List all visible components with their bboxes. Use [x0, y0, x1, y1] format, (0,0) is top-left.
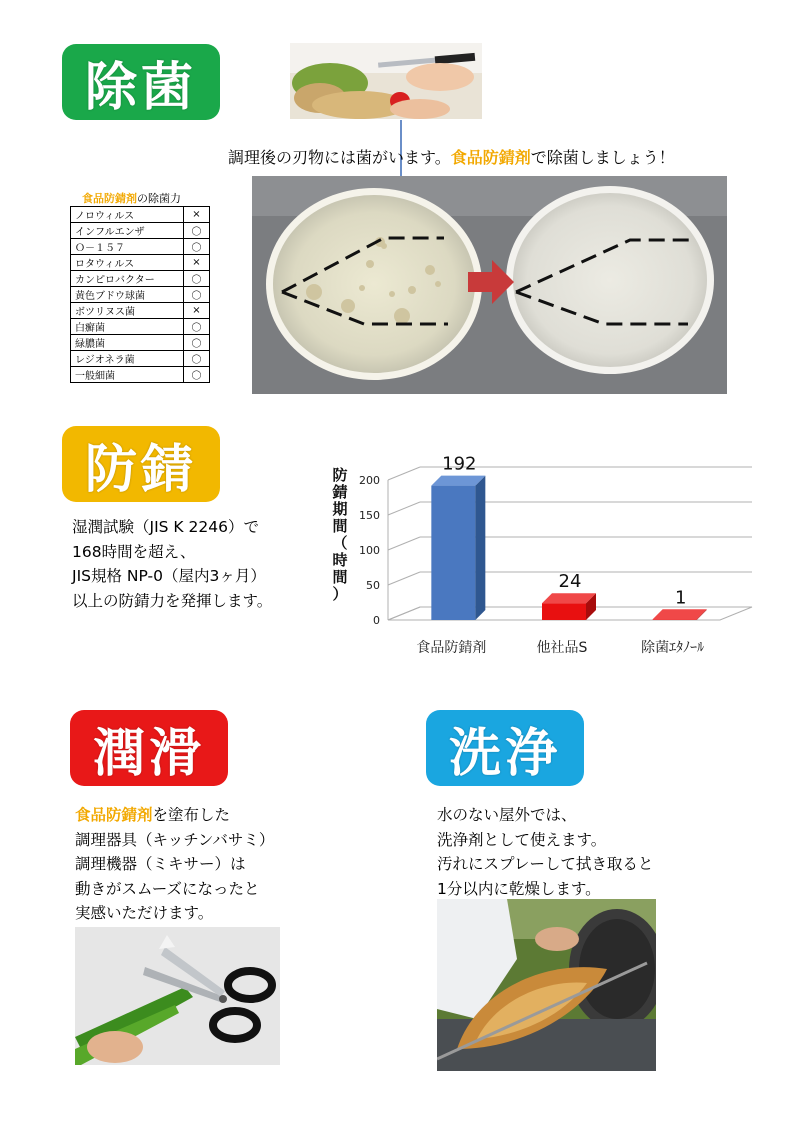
badge-wash-label: 洗浄	[448, 723, 561, 784]
x-tick-label: 食品防錆剤	[416, 640, 487, 656]
table-row	[71, 255, 210, 271]
wash-line: 洗浄剤として使えます。	[437, 830, 607, 849]
table-row	[71, 335, 210, 351]
y-axis-label-char: 間	[332, 517, 348, 535]
table-row	[71, 287, 210, 303]
y-tick-label: 100	[359, 544, 380, 557]
rust-line: 168時間を超え、	[72, 542, 196, 561]
badge-disinfect-label: 除菌	[84, 57, 197, 118]
table-row	[71, 319, 210, 335]
badge-rust	[62, 426, 220, 502]
lube-product: 食品防錆剤	[75, 806, 153, 824]
caption-before: 調理後の刃物には菌がいます。	[228, 148, 451, 167]
gridline-side	[388, 537, 420, 550]
gridline-side	[388, 467, 420, 480]
bar	[653, 619, 697, 620]
caption-after: で除菌しましょう！	[530, 148, 675, 167]
pathogen-name: 白癬菌	[71, 319, 184, 335]
wash-description	[437, 803, 653, 901]
table-row	[71, 367, 210, 383]
badge-rust-label: 防錆	[84, 439, 197, 500]
lube-line: 調理器具（キッチンバサミ）	[75, 830, 275, 849]
data-label: 24	[558, 571, 582, 593]
lube-line: 実感いただけます。	[75, 904, 214, 922]
pathogen-name: ノロウィルス	[71, 207, 184, 223]
gridline-side	[388, 572, 420, 585]
efficacy-mark: 〇	[184, 223, 210, 239]
x-tick-label: 他社品S	[536, 640, 588, 656]
x-tick-label: 除菌ｴﾀﾉｰﾙ	[641, 640, 705, 656]
y-axis-label-char: 間	[332, 568, 348, 586]
y-axis-label-char: （	[332, 534, 348, 552]
pathogen-name: 一般細菌	[71, 367, 184, 383]
efficacy-mark: 〇	[184, 271, 210, 287]
rust-description	[72, 515, 272, 613]
efficacy-table	[70, 206, 210, 383]
efficacy-mark: ×	[184, 207, 210, 223]
pathogen-name: 黄色ブドウ球菌	[71, 287, 184, 303]
data-label: 1	[674, 587, 687, 609]
badge-lubricate-label: 潤滑	[92, 723, 205, 784]
bar-side	[475, 476, 485, 620]
y-axis-label-char: 時	[332, 551, 348, 569]
lube-line: 動きがスムーズになったと	[75, 879, 260, 898]
caption-product: 食品防錆剤	[450, 148, 531, 167]
data-label: 192	[442, 453, 477, 475]
y-axis-label-char: 錆	[332, 483, 348, 501]
y-axis-label-char: 防	[332, 466, 348, 484]
table-row	[71, 239, 210, 255]
pathogen-name: ボツリヌス菌	[71, 303, 184, 319]
efficacy-mark: 〇	[184, 351, 210, 367]
efficacy-mark: 〇	[184, 335, 210, 351]
badge-disinfect	[62, 44, 220, 120]
disinfect-caption	[228, 145, 675, 168]
lube-line: 調理機器（ミキサー）は	[75, 855, 246, 873]
y-axis-label-char: ）	[332, 585, 348, 603]
wash-line: 水のない屋外では、	[437, 806, 577, 824]
table-title-suffix: の除菌力	[137, 192, 181, 205]
pathogen-name: インフルエンザ	[71, 223, 184, 239]
y-tick-label: 50	[366, 579, 380, 592]
table-row	[71, 303, 210, 319]
efficacy-mark: ×	[184, 255, 210, 271]
y-tick-label: 200	[359, 474, 380, 487]
gridline-side	[388, 502, 420, 515]
table-row	[71, 223, 210, 239]
table-row	[71, 271, 210, 287]
rust-period-chart	[320, 440, 760, 670]
wash-line: 1分以内に乾燥します。	[437, 879, 601, 898]
table-row	[71, 207, 210, 223]
table-title	[82, 190, 181, 206]
petri-dish-photo	[252, 176, 727, 394]
table-title-product: 食品防錆剤	[82, 192, 137, 205]
lube-description	[75, 803, 274, 926]
lube-line: を塗布した	[152, 806, 231, 824]
pathogen-name: レジオネラ菌	[71, 351, 184, 367]
y-tick-label: 0	[373, 614, 380, 627]
badge-wash	[426, 710, 584, 786]
pathogen-name: Ｏ－１５７	[71, 239, 184, 255]
bar	[431, 486, 475, 620]
efficacy-mark: 〇	[184, 319, 210, 335]
y-tick-label: 150	[359, 509, 380, 522]
wash-line: 汚れにスプレーして拭き取ると	[437, 855, 654, 873]
table-row	[71, 351, 210, 367]
efficacy-mark: ×	[184, 303, 210, 319]
knife-cutting-photo	[290, 43, 482, 119]
rust-line: JIS規格 NP-0（屋内3ヶ月）	[72, 567, 266, 585]
pathogen-name: カンピロバクター	[71, 271, 184, 287]
pathogen-name: 緑膿菌	[71, 335, 184, 351]
efficacy-mark: 〇	[184, 367, 210, 383]
efficacy-mark: 〇	[184, 239, 210, 255]
y-axis-label-char: 期	[332, 500, 348, 518]
scissors-photo	[75, 927, 280, 1065]
rust-line: 湿潤試験（JIS K 2246）で	[72, 518, 259, 536]
pathogen-name: ロタウィルス	[71, 255, 184, 271]
grill-photo	[437, 899, 656, 1071]
rust-line: 以上の防錆力を発揮します。	[72, 591, 273, 610]
badge-lubricate	[70, 710, 228, 786]
efficacy-mark: 〇	[184, 287, 210, 303]
bar	[542, 603, 586, 620]
